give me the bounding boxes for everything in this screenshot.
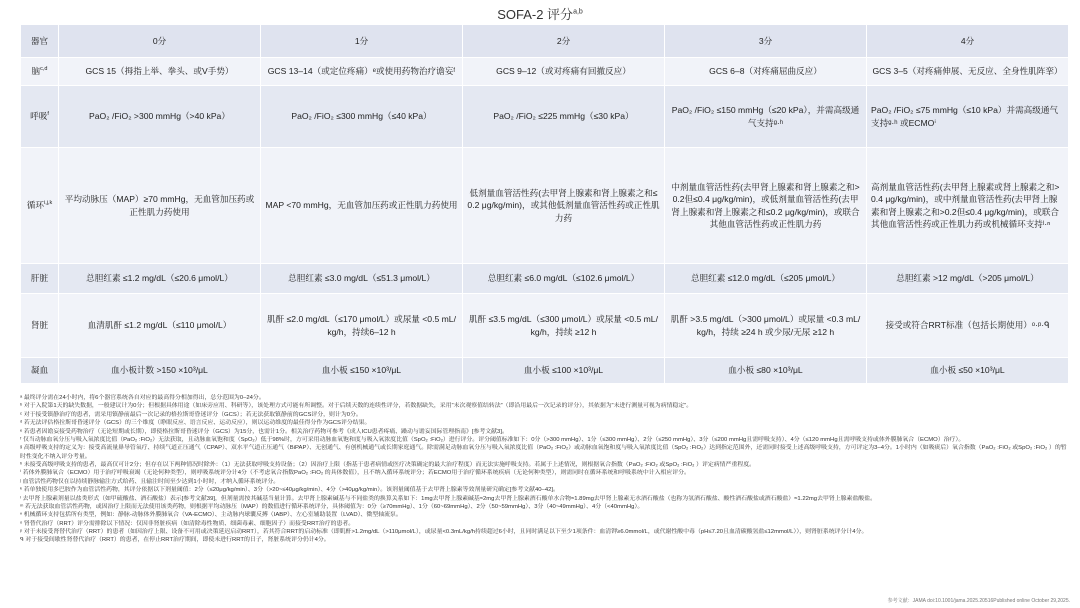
footnote: ᵖ 对于未接受肾替代治疗（RRT）的患者（如因治疗上限、设备不可用或决策延迟启动RRT），若其符合RRT的启动标准（即肌酐>1.2mg/dL（>110μmol/L），或尿量<0.3mL/kg/h持续超过6小时，且同时满足以下至少1项条件：血清钾≥6.0mmol/L，或代谢性酸中毒（pH≤7.20且血清碳酸氢盐≤12mmol/L）），则肾脏系统评分计4分。: [20, 529, 868, 535]
cell-score-0: 总胆红素 ≤1.2 mg/dL（≤20.6 μmol/L）: [59, 264, 261, 294]
cell-score-2: 低剂量血管活性药(去甲肾上腺素和肾上腺素之和≤0.2 μg/kg/min)，或其他低剂量血管活性药或正性肌力药: [463, 148, 665, 264]
footnote: ⁿ 机械循环支持包括所有类型，例如：静脉-动脉体外膜肺氧合（VA-ECMO）、主动脉内球囊反搏（IABP）、左心室辅助装置（LVAD）、微型轴流泵。: [20, 512, 402, 519]
cell-score-4: 总胆红素 >12 mg/dL（>205 μmol/L）: [867, 264, 1069, 294]
cell-score-3: 中剂量血管活性药(去甲肾上腺素和肾上腺素之和>0.2但≤0.4 μg/kg/min)，或低剂量血管活性药(去甲肾上腺素和肾上腺素之和≤0.2 μg/kg/min)，或联合其他血管活性药或正性肌力药: [665, 148, 867, 264]
footnote: ᵇ 对于入院第1天的缺失数据，一般建议计为0分；但根据具体用途（如床旁应用、科研等），该处理方式可能有所调整。对于后续天数的连续性评分，若数据缺失，采用“末次观察值结转法”（即沿用最后一次记录的评分），其依据为“未进行测量可视为病情稳定”。: [20, 403, 693, 410]
header-score-1: 1分: [261, 25, 463, 58]
cell-score-1: 血小板 ≤150 ×10³/μL: [261, 358, 463, 384]
table-row-liver: [21, 264, 1069, 294]
header-score-0: 0分: [59, 25, 261, 58]
cell-score-0: GCS 15（拇指上举、拳头、或V手势）: [59, 58, 261, 86]
cell-score-4: GCS 3–5（对疼痛伸展、无反应、全身性肌阵挛）: [867, 58, 1069, 86]
cell-score-4: 高剂量血管活性药(去甲肾上腺素或肾上腺素之和>0.4 μg/kg/min)，或中剂量血管活性药(去甲肾上腺素和肾上腺素之和>0.2但≤0.4 μg/kg/min)，或联合其他血管活性药或正性肌力药或机械循环支持ˡ·ⁿ: [867, 148, 1069, 264]
cell-score-4: 血小板 ≤50 ×10³/μL: [867, 358, 1069, 384]
table-row-circulation: [21, 148, 1069, 264]
footnote: ᑫ 对于接受间歇性肾替代治疗（RRT）的患者，在停止RRT治疗期间，即使未进行RRT的日子，肾脏系统评分仍计4分。: [20, 537, 330, 544]
cell-score-2: 血小板 ≤100 ×10³/μL: [463, 358, 665, 384]
table-row-coagulation: [21, 358, 1069, 384]
cell-score-3: PaO₂ /FiO₂ ≤150 mmHg（≤20 kPa），并需高级通气支持ᵍ·ʰ: [665, 86, 867, 148]
table-row-kidney: [21, 294, 1069, 358]
cell-score-0: 平均动脉压（MAP）≥70 mmHg，无血管加压药或正性肌力药使用: [59, 148, 261, 264]
footnote: ʲ 血管活性药物仅在以持续静脉输注方式给药、且输注时间至少达到1小时时，才纳入循环系统评分。: [20, 478, 280, 485]
cell-score-4: 接受或符合RRT标准（包括长期使用）ᵒ·ᵖ·ᑫ: [867, 294, 1069, 358]
table-header-row: [21, 25, 1069, 58]
footnote: ᵈ 若无法评估格拉斯哥昏迷评分（GCS）的三个维度（睁眼反应、语言反应、运动反应），则以运动维度的最佳得分作为GCS评分结果。: [20, 420, 371, 427]
footnote: ʰ 未接受高级呼吸支持的患者，最高仅可计2分；但存在以下两种情况时除外：（1）无法获取呼吸支持设备；（2）因治疗上限（指基于患者病情或医疗决策确定的最大治疗程度）而无法实施呼吸支持。若属于上述情况，则根据氧合指数（PaO₂ :FiO₂ 或SpO₂ :FiO₂ ）评定病情严重程度。: [20, 462, 755, 468]
cell-score-1: GCS 13–14（或定位疼痛）ᵉ或使用药物治疗谵妄ᶠ: [261, 58, 463, 86]
footnote: ᵃ 最终评分需在24小时内，将6个器官系统各自对应的最高得分相加得出，总分范围为0–24分。: [20, 395, 265, 401]
cell-score-1: 总胆红素 ≤3.0 mg/dL（≤51.3 μmol/L）: [261, 264, 463, 294]
cell-score-3: 血小板 ≤80 ×10³/μL: [665, 358, 867, 384]
organ-label: 呼吸$^f$: [21, 86, 59, 148]
page-title: SOFA-2 评分$^{a,b}$: [497, 7, 583, 22]
footnote: ᵉ 若患者因谵妄接受药物治疗（无论短期或长期），即使格拉斯哥昏迷评分（GCS）为15分，也需计1分。相关治疗药物可参考《成人ICU患者疼痛、躁动与谵妄国际管理指南》[参考文献3]。: [20, 428, 508, 435]
cell-score-3: GCS 6–8（对疼痛屈曲反应）: [665, 58, 867, 86]
cell-score-2: 总胆红素 ≤6.0 mg/dL（≤102.6 μmol/L）: [463, 264, 665, 294]
footnotes: [20, 394, 1068, 545]
footnote: ᵏ 若单独使用多巴胺作为血管活性药物，其评分依据以下剂量阈值：2分（≤20μg/kg/min）、3分（>20~≤40μg/kg/min）、4分（>40μg/kg/min）。该剂量阈值基于去甲肾上腺素等效剂量研究确定[参考文献40–42]。: [20, 487, 559, 494]
table-row-brain: [21, 58, 1069, 86]
header-score-4: 4分: [867, 25, 1069, 58]
sofa-table: [20, 24, 1069, 384]
cell-score-3: 肌酐 >3.5 mg/dL（>300 μmol/L）或尿量 <0.3 mL/kg/h，持续 ≥24 h 或少尿/无尿 ≥12 h: [665, 294, 867, 358]
cell-score-1: MAP <70 mmHg，无血管加压药或正性肌力药使用: [261, 148, 463, 264]
cell-score-0: 血清肌酐 ≤1.2 mg/dL（≤110 μmol/L）: [59, 294, 261, 358]
header-score-3: 3分: [665, 25, 867, 58]
organ-label: 循环$^{i,j,k}$: [21, 148, 59, 264]
organ-label: 凝血: [21, 358, 59, 384]
cell-score-2: 肌酐 ≤3.5 mg/dL（≤300 μmol/L）或尿量 <0.5 mL/kg/h，持续 ≥12 h: [463, 294, 665, 358]
footnote: ᶠ 仅当动脉血氧分压与吸入氧浓度比值（PaO₂ :FiO₂）无法获取，且动脉血氧饱和度（SpO₂）低于98%时，方可采用动脉血氧饱和度与吸入氧浓度比值（SpO₂ :FiO₂）进行评分。评分阈值标准如下：0分（>300 mmHg）、1分（≤300 mmHg）、2分（≤250 mmHg）、3分（≤200 mmHg且需呼吸支持）、4分（≤120 mmHg且需呼吸支持或体外膜肺氧合（ECMO）治疗）。: [20, 436, 965, 443]
cell-score-1: 肌酐 ≤2.0 mg/dL（≤170 μmol/L）或尿量 <0.5 mL/kg/h，持续6–12 h: [261, 294, 463, 358]
header-organ: 器官: [21, 25, 59, 58]
footnote: ᵒ 肾替代治疗（RRT）评分需排除以下情况：仅因非肾脏疾病（如清除毒性物质、细菌毒素、细胞因子）而接受RRT治疗的患者。: [20, 520, 355, 527]
reference-citation: 参考文献：JAMA doi:10.1001/jama.2025.20516Published online October 29,2025.: [887, 598, 1070, 604]
footnote: ⁱ 若体外膜肺氧合（ECMO）用于治疗呼吸衰竭（无论何种类型），则呼吸系统评分计4分（不考虑氧合指数PaO₂ :FiO₂ 的具体数值），且不纳入循环系统评分；若ECMO用于治疗循环系统疾病（无论何种类型），则需同时在循环系统和呼吸系统中计入相应评分。: [20, 470, 690, 477]
footnote: ᵐ 若无法获取血管活性药物，或因治疗上限而无法使用该类药物，则根据平均动脉压（MAP）的数值进行循环系统评分，具体阈值为：0分（≥70mmHg）、1分（60~69mmHg）、2分（50~59mmHg）、3分（40~49mmHg）、4分（<40mmHg）。: [20, 503, 644, 510]
footnote: ᶜ 对于接受镇静治疗的患者，需采用镇静前最后一次记录的格拉斯哥昏迷评分（GCS）；若无法获取镇静前的GCS评分，则计为0分。: [20, 411, 362, 418]
organ-label: 肝脏: [21, 264, 59, 294]
cell-score-4: PaO₂ /FiO₂ ≤75 mmHg（≤10 kPa）并需高级通气支持ᵍ·ʰ 或ECMOⁱ: [867, 86, 1069, 148]
cell-score-0: 血小板计数 >150 ×10³/μL: [59, 358, 261, 384]
cell-score-2: GCS 9–12（或对疼痛有回撤反应）: [463, 58, 665, 86]
organ-label: 脑$^{c,d}$: [21, 58, 59, 86]
footnote: ᵍ 高级呼吸支持的定义为：接受高流量鼻导管氧疗、持续气道正压通气（CPAP）、双水平气道正压通气（BiPAP）、无创通气、有创机械通气或长期家庭通气。除需满足动脉血氧分压与吸入氧浓度比值（PaO₂ :FiO₂）或动脉血氧饱和度与吸入氧浓度比值（SpO₂ :FiO₂）达到指定范围外，还需同时接受上述高级呼吸支持，方可评定为3–4分。1小时内（如吸痰后）氧合指数（PaO₂ :FiO₂ 或SpO₂ :FiO₂ ）的暂时性变化不纳入评分考量。: [20, 445, 1067, 460]
cell-score-1: PaO₂ /FiO₂ ≤300 mmHg（≤40 kPa）: [261, 86, 463, 148]
table-row-respiratory: [21, 86, 1069, 148]
organ-label: 肾脏: [21, 294, 59, 358]
cell-score-2: PaO₂ /FiO₂ ≤225 mmHg（≤30 kPa）: [463, 86, 665, 148]
cell-score-0: PaO₂ /FiO₂ >300 mmHg（>40 kPa）: [59, 86, 261, 148]
header-score-2: 2分: [463, 25, 665, 58]
cell-score-3: 总胆红素 ≤12.0 mg/dL（≤205 μmol/L）: [665, 264, 867, 294]
footnote: ˡ 去甲肾上腺素剂量以盐类形式（如甲硫酸盐、酒石酸盐）表示[参考文献39]，但剂量需按其碱基当量计算。去甲肾上腺素碱基与不同盐类的换算关系如下：1mg去甲肾上腺素碱基≈2mg去甲肾上腺素酒石酸单水合物≈1.89mg去甲肾上腺素无水酒石酸盐（也称为氢酒石酸盐、酸性酒石酸盐或酒石酸盐）≈1.22mg去甲肾上腺素盐酸盐。: [20, 495, 876, 502]
